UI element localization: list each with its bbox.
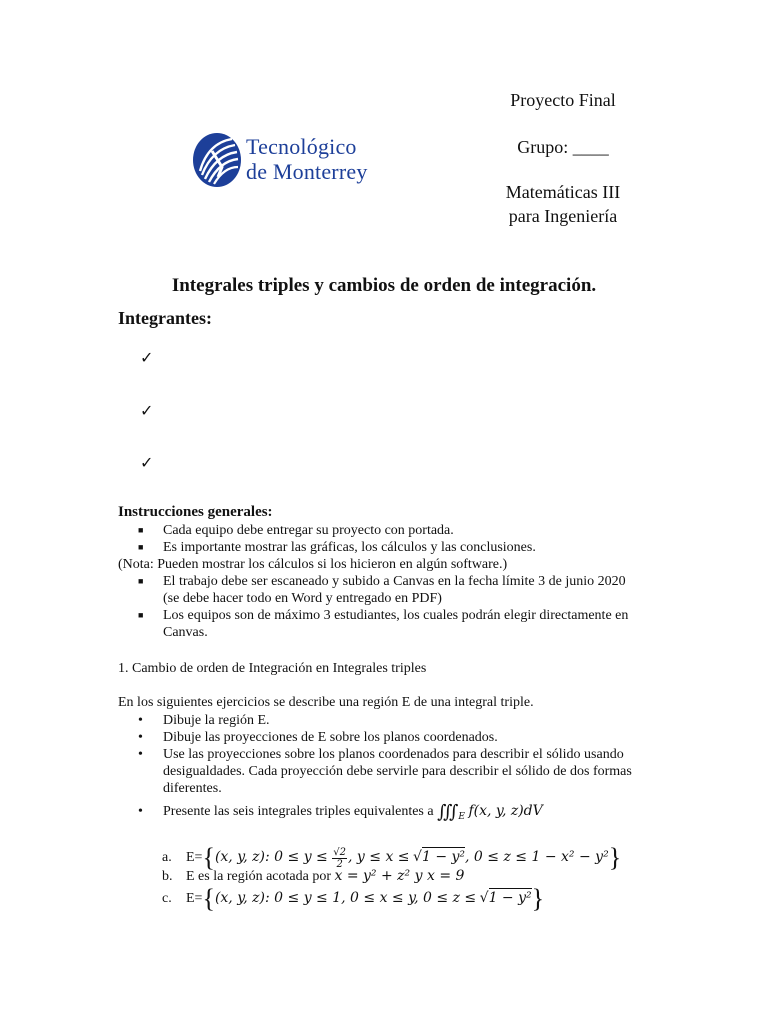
project-title: Proyecto Final — [510, 90, 616, 110]
subject-line-1: Matemáticas III — [505, 182, 621, 202]
triple-integral-symbol: ∭ — [437, 801, 459, 822]
fraction-denominator: 2 — [336, 858, 343, 870]
task-text: Dibuje las proyecciones de E sobre los planos coordenados. — [163, 730, 498, 745]
instruction-text: Es importante mostrar las gráficas, los cálculos y las conclusiones. — [163, 540, 536, 555]
section-1-intro: En los siguientes ejercicios se describe una región E de una integral triple. — [118, 695, 534, 710]
list-item — [118, 522, 638, 539]
exercise-a-end: , 0 ≤ z ≤ 1 − x² − y² — [465, 849, 609, 866]
task-text: Use las proyecciones sobre los planos coordenados para describir el sólido usando desigualdades. Cada proyección debe servirle para describir el sólido de dos formas diferentes. — [163, 747, 632, 796]
checkmark-icon: ✓ — [140, 403, 154, 420]
instructions-heading: Instrucciones generales: — [118, 504, 273, 520]
instruction-note: (Nota: Pueden mostrar los cálculos si los hicieron en algún software.) — [118, 557, 508, 572]
sqrt-argument: 1 − y² — [421, 849, 466, 866]
right-brace-icon: } — [531, 884, 545, 913]
exercise-c — [162, 884, 544, 914]
left-brace-icon: { — [202, 843, 215, 872]
tec-logo — [192, 129, 402, 191]
instruction-text: Cada equipo debe entregar su proyecto con portada. — [163, 523, 454, 538]
integrand: f(x, y, z)dV — [468, 803, 543, 819]
instruction-text: El trabajo debe ser escaneado y subido a Canvas en la fecha límite 3 de junio 2020 (se debe hacer todo en Word y entregado en PDF) — [163, 574, 626, 606]
fraction-numerator: √2 — [333, 846, 347, 858]
logo-text-line-1: Tecnológico — [246, 134, 357, 159]
list-item — [118, 746, 643, 797]
task-text: Dibuje la región E. — [163, 713, 270, 728]
group-field: Grupo: ____ — [517, 137, 609, 157]
square-bullet-icon: ■ — [138, 542, 144, 552]
list-item — [118, 803, 638, 826]
exercise-b-math: x = y² + z² y x = 9 — [334, 868, 465, 884]
exercise-c-label: c. — [162, 891, 172, 907]
tec-emblem-icon — [192, 131, 242, 189]
integral-region: E — [458, 811, 465, 822]
list-item — [118, 729, 638, 746]
list-item — [118, 573, 643, 607]
left-brace-icon: { — [202, 884, 215, 913]
list-item — [118, 539, 638, 556]
exercise-a-prefix: E= — [186, 850, 203, 866]
document-title: Integrales triples y cambios de orden de integración. — [171, 275, 597, 296]
sqrt-argument: 1 − y² — [488, 890, 532, 907]
checkmark-icon: ✓ — [140, 350, 154, 367]
logo-text-line-2: de Monterrey — [246, 159, 368, 184]
right-brace-icon: } — [608, 843, 622, 872]
tasks-list — [118, 712, 638, 826]
bullet-icon: • — [138, 730, 143, 745]
list-item — [118, 607, 643, 641]
exercise-b-label: b. — [162, 869, 173, 884]
bullet-icon: • — [138, 804, 143, 819]
exercise-c-set: (x, y, z): 0 ≤ y ≤ 1, 0 ≤ x ≤ y, 0 ≤ z ≤ — [214, 890, 477, 907]
instructions-list — [118, 522, 638, 641]
sqrt-icon: √ — [413, 849, 422, 866]
section-1-heading: 1. Cambio de orden de Integración en Integrales triples — [118, 661, 427, 676]
instruction-text: Los equipos son de máximo 3 estudiantes, los cuales podrán elegir directamente en Canvas. — [163, 608, 629, 640]
square-bullet-icon: ■ — [138, 610, 144, 620]
task-text: Presente las seis integrales triples equivalentes a — [163, 804, 434, 819]
checkmark-icon: ✓ — [140, 455, 154, 472]
exercise-a-label: a. — [162, 850, 172, 866]
exercise-b-text: E es la región acotada por — [186, 869, 331, 884]
list-item — [118, 712, 638, 729]
fraction — [332, 847, 347, 870]
sqrt-icon: √ — [479, 890, 489, 907]
square-bullet-icon: ■ — [138, 576, 144, 586]
exercise-c-prefix: E= — [186, 891, 203, 907]
bullet-icon: • — [138, 747, 143, 762]
exercise-a-set-start: (x, y, z): 0 ≤ y ≤ — [214, 849, 328, 866]
subject-line-2: para Ingeniería — [508, 206, 618, 226]
members-label: Integrantes: — [118, 308, 212, 328]
bullet-icon: • — [138, 713, 143, 728]
exercise-a-mid: , y ≤ x ≤ — [348, 849, 410, 866]
exercise-b — [162, 868, 464, 885]
square-bullet-icon: ■ — [138, 525, 144, 535]
